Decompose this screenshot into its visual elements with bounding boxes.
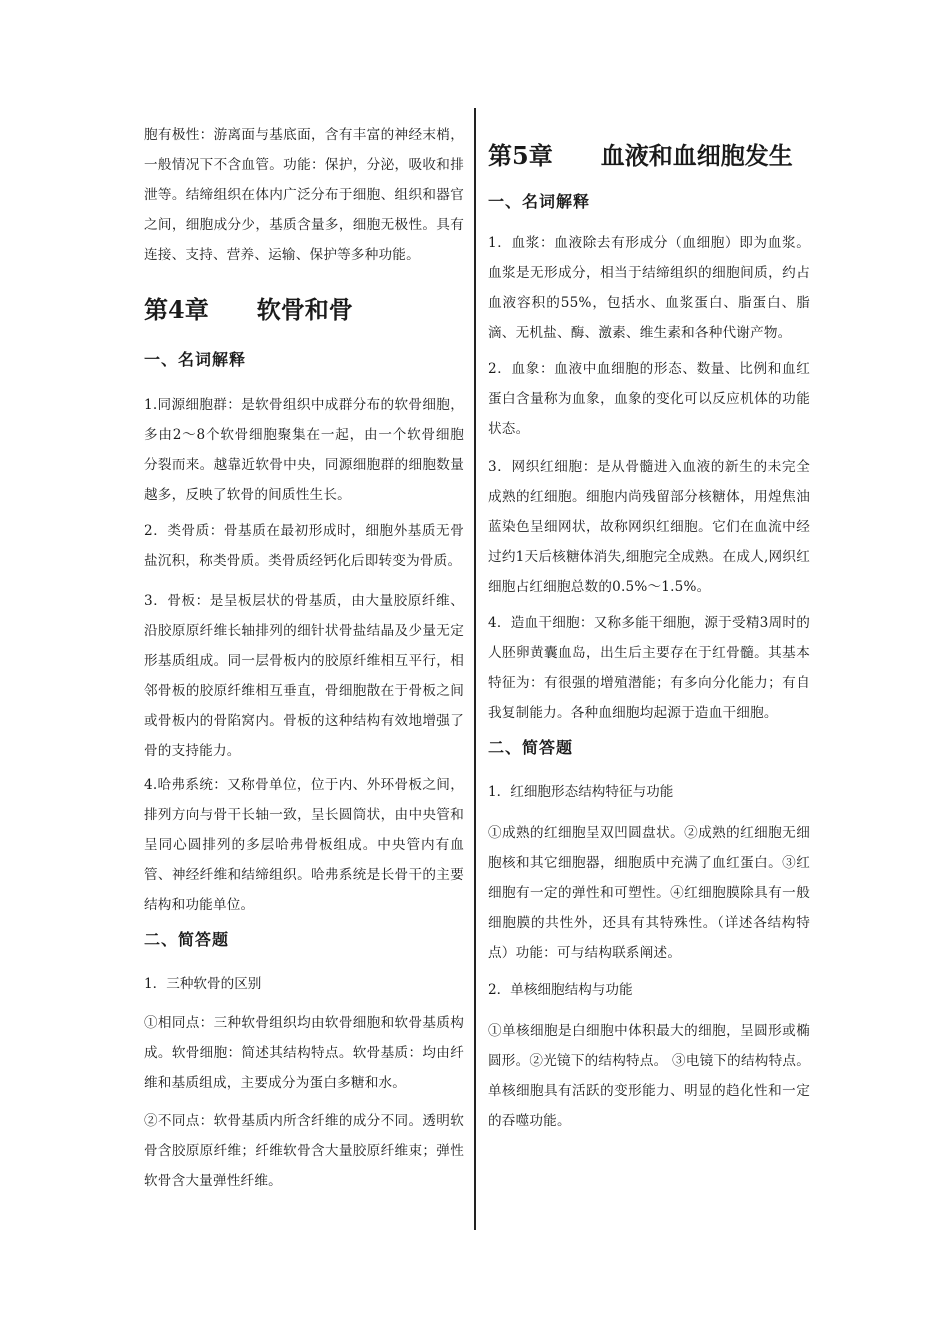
term-hemogram: 2．血象：血液中血细胞的形态、数量、比例和血红蛋白含量称为血象，血象的变化可以反应机体的功能状态。 <box>488 361 810 437</box>
term-reticulocyte: 3．网织红细胞：是从骨髓进入血液的新生的未完全成熟的红细胞。细胞内尚残留部分核糖体，用煌焦油蓝染色呈细网状，故称网织红细胞。它们在血流中经过约1天后核糖体消失,细胞完全成熟。在成人,网织红细胞占红细胞总数的0.5%～1.5%。 <box>488 459 810 595</box>
section-terms-heading: 一、名词解释 <box>144 350 247 369</box>
question-three-cartilages: 1．三种软骨的区别 <box>144 976 262 992</box>
section-terms-heading: 一、名词解释 <box>488 192 591 211</box>
answer-monocyte: ①单核细胞是白细胞中体积最大的细胞，呈圆形或椭圆形。②光镜下的结构特点。 ③电镜下的结构特点。单核细胞具有活跃的变形能力、明显的趋化性和一定的吞噬功能。 <box>488 1023 810 1129</box>
intro-paragraph: 胞有极性：游离面与基底面，含有丰富的神经末梢，一般情况下不含血管。功能：保护，分泌，吸收和排泄等。结缔组织在体内广泛分布于细胞、组织和器官之间，细胞成分少，基质含量多，细胞无极性。具有连接、支持、营养、运输、保护等多种功能。 <box>144 127 464 263</box>
term-homologous-cell-group: 1.同源细胞群：是软骨组织中成群分布的软骨细胞，多由2～8个软骨细胞聚集在一起，由一个软骨细胞分裂而来。越靠近软骨中央，同源细胞群的细胞数量越多，反映了软骨的间质性生长。 <box>144 397 464 503</box>
chapter-5-title: 第5章 血液和血细胞发生 <box>488 141 793 170</box>
term-plasma: 1．血浆：血液除去有形成分（血细胞）即为血浆。血浆是无形成分，相当于结缔组织的细胞间质，约占血液容积的55%，包括水、血浆蛋白、脂蛋白、脂滴、无机盐、酶、激素、维生素和各种代谢产物。 <box>488 235 810 341</box>
answer-similarities: ①相同点：三种软骨组织均由软骨细胞和软骨基质构成。软骨细胞：简述其结构特点。软骨基质：均由纤维和基质组成，主要成分为蛋白多糖和水。 <box>144 1015 464 1091</box>
question-monocyte: 2．单核细胞结构与功能 <box>488 982 633 998</box>
section-short-answer-heading: 二、简答题 <box>488 738 574 757</box>
term-hematopoietic-stem-cell: 4．造血干细胞：又称多能干细胞，源于受精3周时的人胚卵黄囊血岛，出生后主要存在于红骨髓。其基本特征为：有很强的增殖潜能；有多向分化能力；有自我复制能力。各种血细胞均起源于造血干细胞。 <box>488 615 810 721</box>
question-erythrocyte: 1．红细胞形态结构特征与功能 <box>488 784 674 800</box>
answer-differences: ②不同点：软骨基质内所含纤维的成分不同。透明软骨含胶原原纤维；纤维软骨含大量胶原纤维束；弹性软骨含大量弹性纤维。 <box>144 1113 464 1189</box>
chapter-4-title: 第4章 软骨和骨 <box>144 295 353 324</box>
column-divider <box>474 108 476 1230</box>
term-osteoid: 2．类骨质：骨基质在最初形成时，细胞外基质无骨盐沉积，称类骨质。类骨质经钙化后即转变为骨质。 <box>144 523 464 569</box>
term-haversian-system: 4.哈弗系统：又称骨单位，位于内、外环骨板之间，排列方向与骨干长轴一致，呈长圆筒状，由中央管和呈同心圆排列的多层哈弗骨板组成。中央管内有血管、神经纤维和结缔组织。哈弗系统是长骨干的主要结构和功能单位。 <box>144 777 464 913</box>
section-short-answer-heading: 二、简答题 <box>144 930 230 949</box>
answer-erythrocyte: ①成熟的红细胞呈双凹圆盘状。②成熟的红细胞无细胞核和其它细胞器，细胞质中充满了血红蛋白。③红细胞有一定的弹性和可塑性。④红细胞膜除具有一般细胞膜的共性外，还具有其特殊性。（详述各结构特点）功能：可与结构联系阐述。 <box>488 825 810 961</box>
term-bone-lamella: 3．骨板：是呈板层状的骨基质，由大量胶原纤维、沿胶原原纤维长轴排列的细针状骨盐结晶及少量无定形基质组成。同一层骨板内的胶原纤维相互平行，相邻骨板的胶原纤维相互垂直，骨细胞散在于骨板之间或骨板内的骨陷窝内。骨板的这种结构有效地增强了骨的支持能力。 <box>144 593 464 759</box>
